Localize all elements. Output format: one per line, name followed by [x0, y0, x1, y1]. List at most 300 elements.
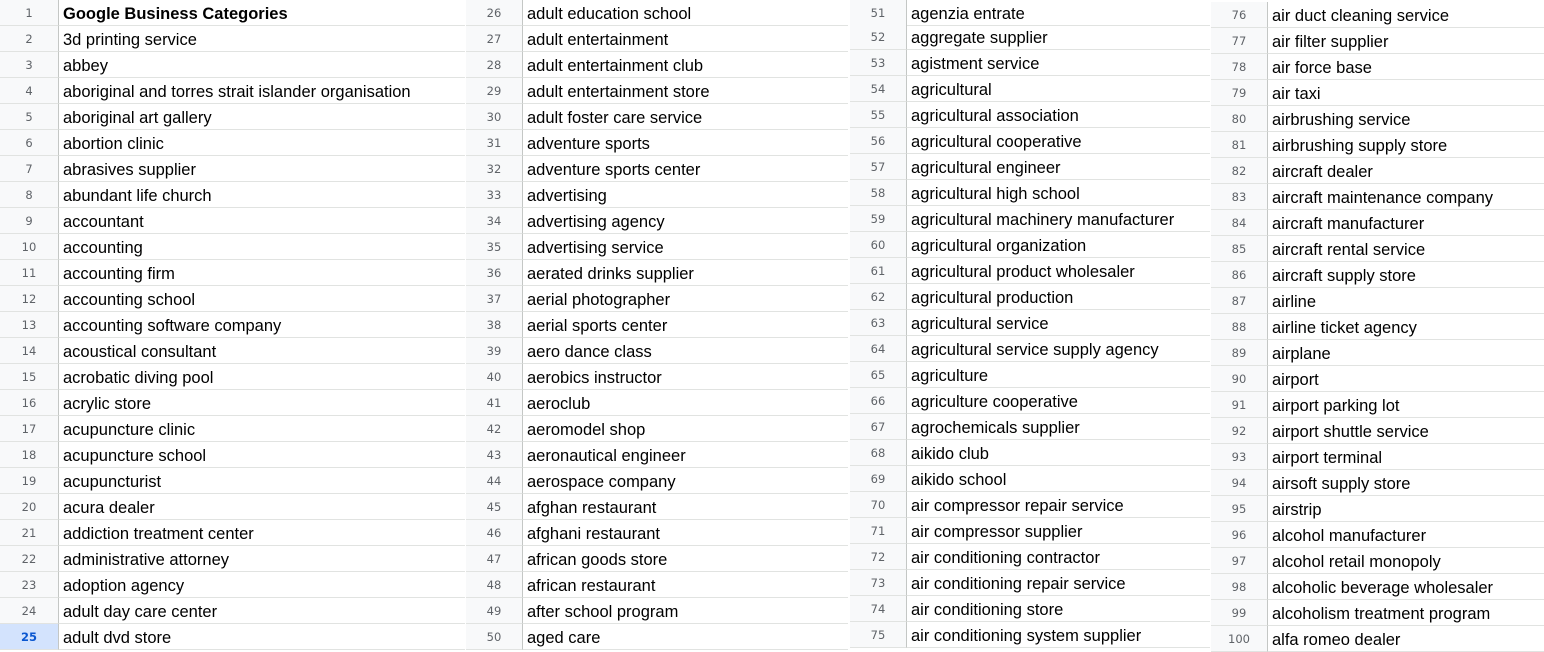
table-row[interactable] [0, 156, 465, 182]
category-cell[interactable]: airline [1268, 288, 1544, 314]
table-row[interactable] [0, 130, 465, 156]
category-cell[interactable]: aikido school [907, 466, 1210, 492]
row-number[interactable]: 24 [0, 598, 59, 624]
table-row[interactable] [0, 234, 465, 260]
table-row[interactable] [466, 338, 848, 364]
table-row[interactable] [850, 362, 1210, 388]
table-row[interactable] [466, 78, 848, 104]
table-row[interactable] [466, 624, 848, 650]
row-number[interactable]: 97 [1211, 548, 1268, 574]
row-number[interactable]: 83 [1211, 184, 1268, 210]
category-cell[interactable]: alcohol manufacturer [1268, 522, 1544, 548]
row-number[interactable]: 53 [850, 50, 907, 76]
category-cell[interactable]: administrative attorney [59, 546, 465, 572]
category-cell[interactable]: aerospace company [523, 468, 848, 494]
row-number[interactable]: 50 [466, 624, 523, 650]
table-row[interactable] [850, 492, 1210, 518]
row-number[interactable]: 94 [1211, 470, 1268, 496]
row-number[interactable]: 80 [1211, 106, 1268, 132]
category-cell[interactable]: aggregate supplier [907, 24, 1210, 50]
row-number[interactable]: 8 [0, 182, 59, 208]
category-cell[interactable]: agricultural [907, 76, 1210, 102]
row-number[interactable]: 39 [466, 338, 523, 364]
row-number[interactable]: 99 [1211, 600, 1268, 626]
row-number[interactable]: 19 [0, 468, 59, 494]
category-cell[interactable]: air conditioning contractor [907, 544, 1210, 570]
row-number[interactable]: 45 [466, 494, 523, 520]
table-row[interactable] [1211, 496, 1544, 522]
row-number[interactable]: 57 [850, 154, 907, 180]
table-row[interactable] [850, 466, 1210, 492]
row-number[interactable]: 26 [466, 0, 523, 26]
category-cell[interactable]: air force base [1268, 54, 1544, 80]
category-cell[interactable]: aerial sports center [523, 312, 848, 338]
table-row[interactable] [1211, 210, 1544, 236]
table-row[interactable] [466, 26, 848, 52]
category-cell[interactable]: acupuncture clinic [59, 416, 465, 442]
table-row[interactable] [0, 364, 465, 390]
row-number[interactable]: 46 [466, 520, 523, 546]
table-row[interactable] [850, 310, 1210, 336]
table-row[interactable] [850, 232, 1210, 258]
category-cell[interactable]: alcoholic beverage wholesaler [1268, 574, 1544, 600]
category-cell[interactable]: agenzia entrate [907, 0, 1210, 26]
table-row[interactable] [0, 520, 465, 546]
row-number[interactable]: 72 [850, 544, 907, 570]
table-row[interactable] [466, 52, 848, 78]
table-row[interactable] [850, 258, 1210, 284]
table-row[interactable] [0, 286, 465, 312]
row-number[interactable]: 41 [466, 390, 523, 416]
row-number[interactable]: 22 [0, 546, 59, 572]
table-row[interactable] [850, 544, 1210, 570]
table-row[interactable] [1211, 80, 1544, 106]
category-cell[interactable]: airline ticket agency [1268, 314, 1544, 340]
table-row[interactable] [850, 50, 1210, 76]
table-row[interactable] [1211, 158, 1544, 184]
category-cell[interactable]: adventure sports center [523, 156, 848, 182]
table-row[interactable] [0, 442, 465, 468]
table-row[interactable] [466, 442, 848, 468]
row-number[interactable]: 58 [850, 180, 907, 206]
table-row[interactable] [1211, 28, 1544, 54]
category-cell[interactable]: acrobatic diving pool [59, 364, 465, 390]
table-row[interactable] [466, 364, 848, 390]
category-cell[interactable]: agricultural organization [907, 232, 1210, 258]
category-cell[interactable]: agriculture cooperative [907, 388, 1210, 414]
row-number[interactable]: 32 [466, 156, 523, 182]
table-row[interactable] [0, 260, 465, 286]
category-cell[interactable]: agricultural cooperative [907, 128, 1210, 154]
table-row[interactable] [1211, 574, 1544, 600]
row-number[interactable]: 91 [1211, 392, 1268, 418]
row-number[interactable]: 34 [466, 208, 523, 234]
category-cell[interactable]: air conditioning repair service [907, 570, 1210, 596]
row-number[interactable]: 96 [1211, 522, 1268, 548]
table-row[interactable] [850, 0, 1210, 26]
table-row[interactable] [1211, 600, 1544, 626]
row-number[interactable]: 37 [466, 286, 523, 312]
table-row[interactable] [1211, 2, 1544, 28]
table-row[interactable] [0, 598, 465, 624]
category-cell[interactable]: aircraft manufacturer [1268, 210, 1544, 236]
table-row[interactable] [0, 338, 465, 364]
row-number[interactable]: 49 [466, 598, 523, 624]
category-cell[interactable]: acura dealer [59, 494, 465, 520]
table-row[interactable] [850, 206, 1210, 232]
category-cell[interactable]: aerobics instructor [523, 364, 848, 390]
table-row[interactable] [0, 78, 465, 104]
table-row[interactable] [1211, 236, 1544, 262]
row-number[interactable]: 76 [1211, 2, 1268, 28]
table-row[interactable] [0, 416, 465, 442]
category-cell[interactable]: african goods store [523, 546, 848, 572]
row-number[interactable]: 74 [850, 596, 907, 622]
row-number[interactable]: 35 [466, 234, 523, 260]
row-number[interactable]: 90 [1211, 366, 1268, 392]
table-row[interactable] [850, 128, 1210, 154]
row-number[interactable]: 15 [0, 364, 59, 390]
table-row[interactable] [466, 520, 848, 546]
category-cell[interactable]: aircraft maintenance company [1268, 184, 1544, 210]
table-row[interactable] [0, 494, 465, 520]
category-cell[interactable]: air filter supplier [1268, 28, 1544, 54]
table-row[interactable] [1211, 418, 1544, 444]
row-number[interactable]: 12 [0, 286, 59, 312]
row-number[interactable]: 77 [1211, 28, 1268, 54]
table-row[interactable] [0, 624, 465, 650]
row-number[interactable]: 62 [850, 284, 907, 310]
row-number[interactable]: 48 [466, 572, 523, 598]
category-cell[interactable]: airport shuttle service [1268, 418, 1544, 444]
table-row[interactable] [466, 390, 848, 416]
row-number[interactable]: 86 [1211, 262, 1268, 288]
row-number[interactable]: 47 [466, 546, 523, 572]
category-cell[interactable]: abundant life church [59, 182, 465, 208]
table-row[interactable] [850, 154, 1210, 180]
category-cell[interactable]: air conditioning system supplier [907, 622, 1210, 648]
table-row[interactable] [850, 440, 1210, 466]
row-number[interactable]: 21 [0, 520, 59, 546]
table-row[interactable] [1211, 262, 1544, 288]
category-cell[interactable]: alcoholism treatment program [1268, 600, 1544, 626]
table-row[interactable] [0, 546, 465, 572]
row-number[interactable]: 87 [1211, 288, 1268, 314]
category-cell[interactable]: abortion clinic [59, 130, 465, 156]
category-cell[interactable]: airport parking lot [1268, 392, 1544, 418]
table-row[interactable] [466, 468, 848, 494]
category-cell[interactable]: aircraft rental service [1268, 236, 1544, 262]
row-number[interactable]: 55 [850, 102, 907, 128]
table-row[interactable] [466, 286, 848, 312]
category-cell[interactable]: air duct cleaning service [1268, 2, 1544, 28]
category-cell[interactable]: acrylic store [59, 390, 465, 416]
table-row[interactable] [850, 570, 1210, 596]
row-number[interactable]: 38 [466, 312, 523, 338]
row-number[interactable]: 60 [850, 232, 907, 258]
category-cell[interactable]: adoption agency [59, 572, 465, 598]
row-number[interactable]: 54 [850, 76, 907, 102]
row-number[interactable]: 82 [1211, 158, 1268, 184]
row-number[interactable]: 43 [466, 442, 523, 468]
row-number[interactable]: 42 [466, 416, 523, 442]
row-number[interactable]: 71 [850, 518, 907, 544]
category-cell[interactable]: alfa romeo dealer [1268, 626, 1544, 652]
table-row[interactable] [850, 388, 1210, 414]
table-row[interactable] [466, 182, 848, 208]
category-cell[interactable]: agrochemicals supplier [907, 414, 1210, 440]
table-row[interactable] [850, 622, 1210, 648]
table-row[interactable] [466, 572, 848, 598]
category-cell[interactable]: abbey [59, 52, 465, 78]
row-number[interactable]: 98 [1211, 574, 1268, 600]
table-row[interactable] [850, 336, 1210, 362]
row-number[interactable]: 92 [1211, 418, 1268, 444]
row-number[interactable]: 31 [466, 130, 523, 156]
category-cell[interactable]: aboriginal art gallery [59, 104, 465, 130]
row-number[interactable]: 13 [0, 312, 59, 338]
row-number[interactable]: 14 [0, 338, 59, 364]
table-row[interactable] [466, 312, 848, 338]
category-cell[interactable]: agistment service [907, 50, 1210, 76]
category-cell[interactable]: adult education school [523, 0, 848, 26]
header-cell[interactable]: Google Business Categories [59, 0, 465, 26]
category-cell[interactable]: agricultural high school [907, 180, 1210, 206]
category-cell[interactable]: aircraft supply store [1268, 262, 1544, 288]
category-cell[interactable]: acupuncture school [59, 442, 465, 468]
category-cell[interactable]: air taxi [1268, 80, 1544, 106]
category-cell[interactable]: accounting school [59, 286, 465, 312]
category-cell[interactable]: aerial photographer [523, 286, 848, 312]
category-cell[interactable]: adult dvd store [59, 624, 465, 650]
table-row[interactable] [0, 312, 465, 338]
row-number[interactable]: 9 [0, 208, 59, 234]
category-cell[interactable]: agricultural machinery manufacturer [907, 206, 1210, 232]
table-row[interactable] [850, 24, 1210, 50]
category-cell[interactable]: agricultural product wholesaler [907, 258, 1210, 284]
category-cell[interactable]: adult day care center [59, 598, 465, 624]
table-row[interactable] [1211, 366, 1544, 392]
row-number[interactable]: 3 [0, 52, 59, 78]
row-number[interactable]: 40 [466, 364, 523, 390]
table-row[interactable] [1211, 340, 1544, 366]
category-cell[interactable]: aeronautical engineer [523, 442, 848, 468]
row-number[interactable]: 89 [1211, 340, 1268, 366]
category-cell[interactable]: airsoft supply store [1268, 470, 1544, 496]
category-cell[interactable]: adult foster care service [523, 104, 848, 130]
table-row[interactable] [466, 156, 848, 182]
table-row[interactable] [850, 414, 1210, 440]
row-number[interactable]: 63 [850, 310, 907, 336]
category-cell[interactable]: airbrushing service [1268, 106, 1544, 132]
table-row[interactable] [850, 596, 1210, 622]
table-row[interactable] [1211, 184, 1544, 210]
table-row[interactable] [466, 0, 848, 26]
table-row[interactable] [0, 0, 465, 26]
row-number[interactable]: 69 [850, 466, 907, 492]
table-row[interactable] [1211, 392, 1544, 418]
table-row[interactable] [466, 416, 848, 442]
table-row[interactable] [0, 104, 465, 130]
table-row[interactable] [850, 102, 1210, 128]
row-number[interactable]: 11 [0, 260, 59, 286]
row-number[interactable]: 59 [850, 206, 907, 232]
category-cell[interactable]: agricultural association [907, 102, 1210, 128]
table-row[interactable] [466, 208, 848, 234]
row-number[interactable]: 18 [0, 442, 59, 468]
category-cell[interactable]: agricultural service supply agency [907, 336, 1210, 362]
category-cell[interactable]: air compressor repair service [907, 492, 1210, 518]
category-cell[interactable]: accounting software company [59, 312, 465, 338]
row-number[interactable]: 56 [850, 128, 907, 154]
row-number[interactable]: 84 [1211, 210, 1268, 236]
row-number[interactable]: 73 [850, 570, 907, 596]
category-cell[interactable]: accounting [59, 234, 465, 260]
row-number[interactable]: 36 [466, 260, 523, 286]
table-row[interactable] [466, 546, 848, 572]
row-number[interactable]: 66 [850, 388, 907, 414]
table-row[interactable] [0, 26, 465, 52]
table-row[interactable] [1211, 470, 1544, 496]
category-cell[interactable]: acupuncturist [59, 468, 465, 494]
category-cell[interactable]: agriculture [907, 362, 1210, 388]
row-number[interactable]: 68 [850, 440, 907, 466]
category-cell[interactable]: after school program [523, 598, 848, 624]
category-cell[interactable]: aikido club [907, 440, 1210, 466]
table-row[interactable] [0, 182, 465, 208]
row-number[interactable]: 52 [850, 24, 907, 50]
category-cell[interactable]: adventure sports [523, 130, 848, 156]
category-cell[interactable]: airport terminal [1268, 444, 1544, 470]
table-row[interactable] [0, 52, 465, 78]
table-row[interactable] [1211, 132, 1544, 158]
category-cell[interactable]: adult entertainment [523, 26, 848, 52]
row-number[interactable]: 79 [1211, 80, 1268, 106]
row-number[interactable]: 61 [850, 258, 907, 284]
row-number[interactable]: 51 [850, 0, 907, 26]
category-cell[interactable]: accounting firm [59, 260, 465, 286]
row-number[interactable]: 4 [0, 78, 59, 104]
category-cell[interactable]: airport [1268, 366, 1544, 392]
table-row[interactable] [850, 518, 1210, 544]
row-number[interactable]: 70 [850, 492, 907, 518]
category-cell[interactable]: airstrip [1268, 496, 1544, 522]
row-number[interactable]: 88 [1211, 314, 1268, 340]
row-number[interactable]: 20 [0, 494, 59, 520]
category-cell[interactable]: afghan restaurant [523, 494, 848, 520]
row-number[interactable]: 95 [1211, 496, 1268, 522]
row-number[interactable]: 5 [0, 104, 59, 130]
table-row[interactable] [1211, 288, 1544, 314]
table-row[interactable] [466, 598, 848, 624]
table-row[interactable] [1211, 522, 1544, 548]
category-cell[interactable]: aircraft dealer [1268, 158, 1544, 184]
table-row[interactable] [1211, 314, 1544, 340]
category-cell[interactable]: acoustical consultant [59, 338, 465, 364]
row-number[interactable]: 17 [0, 416, 59, 442]
row-number[interactable]: 6 [0, 130, 59, 156]
row-number[interactable]: 75 [850, 622, 907, 648]
row-number[interactable]: 29 [466, 78, 523, 104]
category-cell[interactable]: aged care [523, 624, 848, 650]
table-row[interactable] [850, 284, 1210, 310]
category-cell[interactable]: addiction treatment center [59, 520, 465, 546]
table-row[interactable] [1211, 626, 1544, 652]
category-cell[interactable]: aero dance class [523, 338, 848, 364]
table-row[interactable] [466, 104, 848, 130]
category-cell[interactable]: abrasives supplier [59, 156, 465, 182]
row-number[interactable]: 25 [0, 624, 59, 650]
table-row[interactable] [466, 130, 848, 156]
table-row[interactable] [0, 390, 465, 416]
row-number[interactable]: 100 [1211, 626, 1268, 652]
category-cell[interactable]: aeroclub [523, 390, 848, 416]
category-cell[interactable]: air compressor supplier [907, 518, 1210, 544]
table-row[interactable] [1211, 54, 1544, 80]
row-number[interactable]: 10 [0, 234, 59, 260]
category-cell[interactable]: airbrushing supply store [1268, 132, 1544, 158]
row-number[interactable]: 7 [0, 156, 59, 182]
category-cell[interactable]: alcohol retail monopoly [1268, 548, 1544, 574]
row-number[interactable]: 33 [466, 182, 523, 208]
table-row[interactable] [1211, 106, 1544, 132]
row-number[interactable]: 27 [466, 26, 523, 52]
table-row[interactable] [850, 76, 1210, 102]
category-cell[interactable]: agricultural engineer [907, 154, 1210, 180]
table-row[interactable] [0, 208, 465, 234]
row-number[interactable]: 78 [1211, 54, 1268, 80]
category-cell[interactable]: advertising agency [523, 208, 848, 234]
category-cell[interactable]: aerated drinks supplier [523, 260, 848, 286]
category-cell[interactable]: aboriginal and torres strait islander organisation [59, 78, 465, 104]
table-row[interactable] [1211, 548, 1544, 574]
row-number[interactable]: 44 [466, 468, 523, 494]
category-cell[interactable]: agricultural production [907, 284, 1210, 310]
row-number[interactable]: 2 [0, 26, 59, 52]
row-number[interactable]: 67 [850, 414, 907, 440]
category-cell[interactable]: afghani restaurant [523, 520, 848, 546]
row-number[interactable]: 64 [850, 336, 907, 362]
category-cell[interactable]: advertising [523, 182, 848, 208]
table-row[interactable] [466, 260, 848, 286]
row-number[interactable]: 28 [466, 52, 523, 78]
row-number[interactable]: 16 [0, 390, 59, 416]
table-row[interactable] [0, 468, 465, 494]
table-row[interactable] [850, 180, 1210, 206]
row-number[interactable]: 65 [850, 362, 907, 388]
row-number[interactable]: 93 [1211, 444, 1268, 470]
category-cell[interactable]: african restaurant [523, 572, 848, 598]
row-number[interactable]: 81 [1211, 132, 1268, 158]
category-cell[interactable]: adult entertainment club [523, 52, 848, 78]
row-number[interactable]: 23 [0, 572, 59, 598]
row-number[interactable]: 30 [466, 104, 523, 130]
table-row[interactable] [466, 234, 848, 260]
category-cell[interactable]: advertising service [523, 234, 848, 260]
category-cell[interactable]: accountant [59, 208, 465, 234]
category-cell[interactable]: adult entertainment store [523, 78, 848, 104]
row-number[interactable]: 85 [1211, 236, 1268, 262]
category-cell[interactable]: agricultural service [907, 310, 1210, 336]
row-number[interactable]: 1 [0, 0, 59, 26]
category-cell[interactable]: air conditioning store [907, 596, 1210, 622]
category-cell[interactable]: 3d printing service [59, 26, 465, 52]
table-row[interactable] [1211, 444, 1544, 470]
category-cell[interactable]: airplane [1268, 340, 1544, 366]
table-row[interactable] [466, 494, 848, 520]
category-cell[interactable]: aeromodel shop [523, 416, 848, 442]
table-row[interactable] [0, 572, 465, 598]
